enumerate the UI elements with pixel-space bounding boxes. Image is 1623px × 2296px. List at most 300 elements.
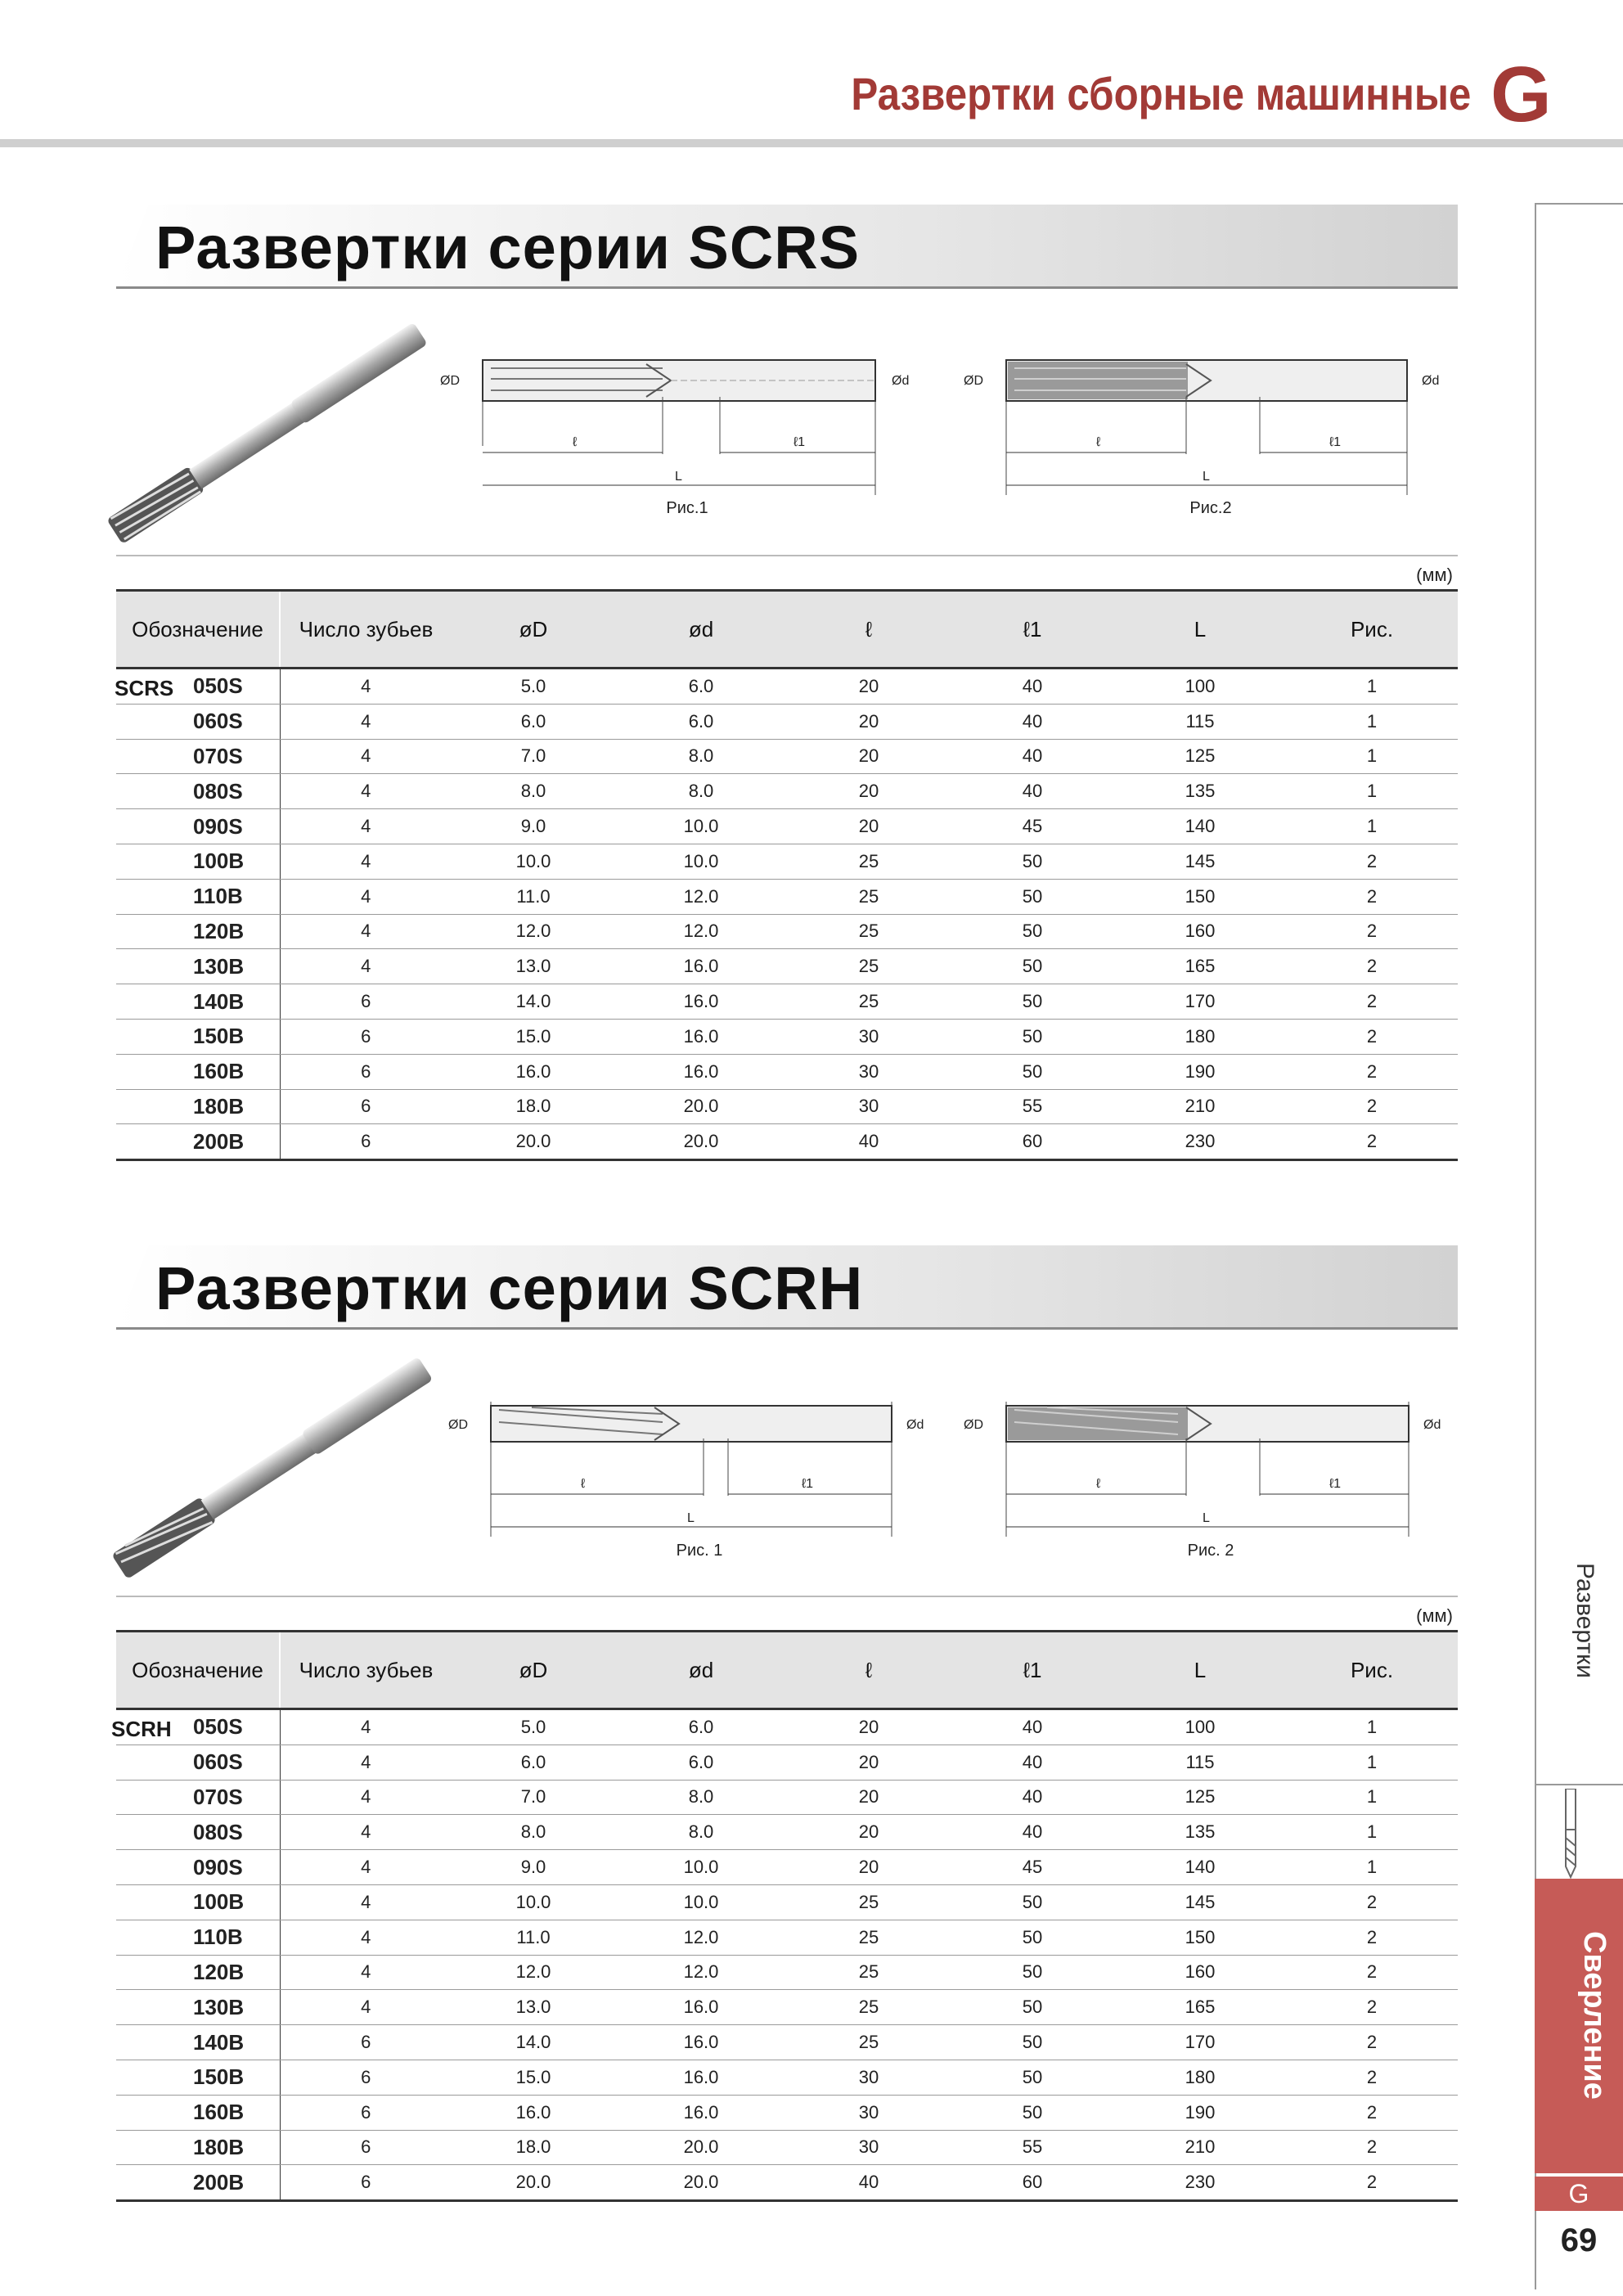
cell-value: 4: [280, 1709, 452, 1745]
cell-value: 25: [787, 1884, 951, 1920]
cell-value: 16.0: [615, 1019, 787, 1054]
table-row: [116, 2130, 1458, 2165]
cell-value: 20: [787, 669, 951, 705]
section-title: Развертки серии SCRH: [155, 1254, 864, 1322]
cell-value: 1: [1286, 739, 1458, 774]
cell-value: 4: [280, 809, 452, 844]
cell-value: 10.0: [452, 844, 615, 879]
cell-value: 40: [951, 1815, 1114, 1850]
cell-value: 6.0: [615, 704, 787, 739]
cell-designation: 140B: [116, 2025, 280, 2060]
page-number: 69: [1560, 2222, 1598, 2258]
cell-value: 2: [1286, 949, 1458, 984]
side-tab-top-line: [1535, 203, 1623, 205]
cell-value: 30: [787, 2095, 951, 2130]
cell-value: 18.0: [452, 2130, 615, 2165]
cell-value: 6: [280, 2095, 452, 2130]
col-header: Число зубьев: [280, 591, 452, 669]
table-row: [116, 1780, 1458, 1815]
cell-value: 40: [951, 669, 1114, 705]
cell-value: 160: [1114, 1955, 1286, 1990]
cell-value: 50: [951, 1884, 1114, 1920]
dim-dia-big: ØD: [964, 1418, 983, 1432]
cell-value: 16.0: [452, 2095, 615, 2130]
cell-value: 6.0: [452, 704, 615, 739]
cell-value: 10.0: [615, 1884, 787, 1920]
cell-value: 170: [1114, 984, 1286, 1020]
cell-value: 50: [951, 1019, 1114, 1054]
cell-value: 20: [787, 1780, 951, 1815]
col-header: Обозначение: [116, 591, 280, 669]
figure-caption-2: Рис. 2: [1187, 1542, 1234, 1560]
col-header: L: [1114, 591, 1286, 669]
cell-value: 135: [1114, 1815, 1286, 1850]
dim-dia-small: Ød: [906, 1418, 924, 1432]
cell-value: 6: [280, 2130, 452, 2165]
section-separator: [116, 1596, 1458, 1597]
cell-designation: 150B: [116, 2060, 280, 2095]
cell-value: 50: [951, 2025, 1114, 2060]
cell-designation: 180B: [116, 2130, 280, 2165]
col-header: øD: [452, 1632, 615, 1709]
cell-value: 6.0: [452, 1745, 615, 1780]
cell-value: 50: [951, 844, 1114, 879]
cell-value: 4: [280, 844, 452, 879]
cell-value: 20: [787, 809, 951, 844]
cell-value: 40: [787, 1124, 951, 1160]
cell-value: 50: [951, 879, 1114, 914]
col-header: ℓ: [787, 1632, 951, 1709]
dim-L: L: [675, 470, 682, 484]
dim-dia-small: Ød: [1423, 1418, 1441, 1432]
cell-designation: 120B: [116, 914, 280, 949]
table-row: [116, 1884, 1458, 1920]
col-header: Обозначение: [116, 1632, 280, 1709]
cell-value: 2: [1286, 2060, 1458, 2095]
cell-designation: 160B: [116, 1054, 280, 1089]
table-row: [116, 2165, 1458, 2201]
cell-value: 15.0: [452, 1019, 615, 1054]
col-header: L: [1114, 1632, 1286, 1709]
cell-value: 60: [951, 2165, 1114, 2201]
cell-value: 40: [951, 1780, 1114, 1815]
spec-table-scrs: [116, 589, 1458, 1161]
table-row: [116, 669, 1458, 705]
cell-value: 10.0: [615, 844, 787, 879]
cell-value: 4: [280, 739, 452, 774]
cell-value: 190: [1114, 2095, 1286, 2130]
cell-value: 230: [1114, 2165, 1286, 2201]
cell-value: 210: [1114, 2130, 1286, 2165]
cell-value: 50: [951, 1990, 1114, 2025]
cell-value: 12.0: [615, 1920, 787, 1955]
cell-designation: 120B: [116, 1955, 280, 1990]
table-row: [116, 2025, 1458, 2060]
col-header: Рис.: [1286, 1632, 1458, 1709]
cell-value: 20.0: [615, 2165, 787, 2201]
cell-value: 6: [280, 984, 452, 1020]
cell-value: 20: [787, 1815, 951, 1850]
cell-designation: 110B: [116, 879, 280, 914]
cell-value: 150: [1114, 879, 1286, 914]
table-row: [116, 1815, 1458, 1850]
cell-value: 20.0: [452, 1124, 615, 1160]
dim-l: ℓ: [1096, 435, 1101, 449]
cell-value: 16.0: [615, 1990, 787, 2025]
cell-value: 2: [1286, 1089, 1458, 1124]
series-label: SCRH: [111, 1717, 172, 1741]
cell-value: 2: [1286, 1019, 1458, 1054]
col-header: Число зубьев: [280, 1632, 452, 1709]
cell-designation: 070S: [116, 739, 280, 774]
cell-value: 20: [787, 1745, 951, 1780]
unit-label: (мм): [1416, 1605, 1453, 1626]
dim-L: L: [687, 1511, 695, 1525]
table-row: [116, 1054, 1458, 1089]
cell-value: 20: [787, 774, 951, 809]
cell-designation: 090S: [116, 1850, 280, 1885]
cell-value: 12.0: [615, 914, 787, 949]
figure-caption-1: Рис.1: [666, 499, 708, 517]
cell-value: 210: [1114, 1089, 1286, 1124]
dim-l: ℓ: [573, 435, 578, 449]
section-banner-scrh: [116, 1245, 1458, 1330]
technical-drawing-fig1: [434, 348, 941, 511]
cell-value: 11.0: [452, 1920, 615, 1955]
cell-value: 5.0: [452, 1709, 615, 1745]
cell-value: 25: [787, 1990, 951, 2025]
side-tab-letter: G: [1535, 2177, 1623, 2211]
cell-designation: 050S: [116, 1709, 280, 1745]
cell-value: 1: [1286, 1709, 1458, 1745]
cell-value: 115: [1114, 704, 1286, 739]
cell-value: 45: [951, 809, 1114, 844]
cell-value: 20: [787, 704, 951, 739]
cell-value: 50: [951, 914, 1114, 949]
cell-value: 8.0: [452, 1815, 615, 1850]
table-row: [116, 984, 1458, 1020]
cell-value: 145: [1114, 844, 1286, 879]
dim-dia-small: Ød: [892, 374, 910, 388]
cell-value: 165: [1114, 1990, 1286, 2025]
cell-designation: 080S: [116, 1815, 280, 1850]
cell-designation: 080S: [116, 774, 280, 809]
cell-value: 10.0: [615, 809, 787, 844]
cell-value: 1: [1286, 669, 1458, 705]
cell-value: 100: [1114, 1709, 1286, 1745]
cell-value: 6.0: [615, 669, 787, 705]
cell-value: 4: [280, 1850, 452, 1885]
cell-value: 2: [1286, 1124, 1458, 1160]
cell-designation: 100B: [116, 1884, 280, 1920]
cell-value: 20: [787, 739, 951, 774]
table-row: [116, 1019, 1458, 1054]
cell-value: 8.0: [452, 774, 615, 809]
cell-value: 7.0: [452, 739, 615, 774]
cell-designation: 160B: [116, 2095, 280, 2130]
cell-value: 25: [787, 879, 951, 914]
reamer-product-photo: [106, 1358, 450, 1579]
cell-value: 2: [1286, 1920, 1458, 1955]
cell-value: 20.0: [615, 1089, 787, 1124]
cell-value: 4: [280, 1815, 452, 1850]
cell-value: 4: [280, 704, 452, 739]
cell-value: 2: [1286, 2025, 1458, 2060]
cell-value: 20.0: [452, 2165, 615, 2201]
col-header: ℓ1: [951, 1632, 1114, 1709]
cell-value: 150: [1114, 1920, 1286, 1955]
cell-value: 55: [951, 2130, 1114, 2165]
cell-value: 10.0: [452, 1884, 615, 1920]
cell-designation: 130B: [116, 949, 280, 984]
table-row: [116, 1745, 1458, 1780]
cell-value: 20.0: [615, 2130, 787, 2165]
cell-value: 230: [1114, 1124, 1286, 1160]
cell-value: 11.0: [452, 879, 615, 914]
cell-value: 16.0: [452, 1054, 615, 1089]
cell-value: 25: [787, 949, 951, 984]
cell-value: 145: [1114, 1884, 1286, 1920]
cell-value: 4: [280, 1955, 452, 1990]
cell-value: 25: [787, 984, 951, 1020]
cell-designation: 180B: [116, 1089, 280, 1124]
cell-value: 1: [1286, 1780, 1458, 1815]
cell-value: 135: [1114, 774, 1286, 809]
side-tab-active-label: Сверление: [1577, 1931, 1612, 2100]
table-row: [116, 739, 1458, 774]
cell-value: 4: [280, 774, 452, 809]
cell-designation: 130B: [116, 1990, 280, 2025]
cell-value: 2: [1286, 844, 1458, 879]
dim-L: L: [1203, 1511, 1210, 1525]
cell-value: 55: [951, 1089, 1114, 1124]
cell-value: 180: [1114, 2060, 1286, 2095]
table-row: [116, 879, 1458, 914]
banner-corner: [116, 205, 149, 286]
cell-designation: 140B: [116, 984, 280, 1020]
cell-value: 2: [1286, 914, 1458, 949]
cell-value: 12.0: [452, 1955, 615, 1990]
dim-l1: ℓ1: [1329, 1477, 1342, 1491]
cell-value: 40: [951, 1745, 1114, 1780]
cell-value: 4: [280, 1920, 452, 1955]
cell-designation: 050S: [116, 669, 280, 705]
table-row: [116, 1990, 1458, 2025]
table-row: [116, 1709, 1458, 1745]
cell-value: 6.0: [615, 1745, 787, 1780]
cell-value: 30: [787, 2130, 951, 2165]
dim-dia-big: ØD: [440, 374, 460, 388]
section-separator: [116, 555, 1458, 556]
cell-value: 4: [280, 879, 452, 914]
cell-value: 50: [951, 949, 1114, 984]
table-row: [116, 2095, 1458, 2130]
cell-value: 6: [280, 2060, 452, 2095]
cell-designation: 060S: [116, 704, 280, 739]
cell-value: 25: [787, 1955, 951, 1990]
cell-value: 25: [787, 1920, 951, 1955]
cell-value: 165: [1114, 949, 1286, 984]
cell-value: 30: [787, 1054, 951, 1089]
cell-value: 4: [280, 949, 452, 984]
table-row: [116, 2060, 1458, 2095]
cell-value: 1: [1286, 1815, 1458, 1850]
cell-value: 4: [280, 1990, 452, 2025]
cell-value: 1: [1286, 1850, 1458, 1885]
cell-value: 190: [1114, 1054, 1286, 1089]
cell-value: 25: [787, 844, 951, 879]
cell-value: 16.0: [615, 984, 787, 1020]
spec-table-scrh: [116, 1630, 1458, 2202]
cell-value: 8.0: [615, 774, 787, 809]
cell-value: 30: [787, 2060, 951, 2095]
table-row: [116, 1089, 1458, 1124]
cell-value: 18.0: [452, 1089, 615, 1124]
cell-value: 8.0: [615, 1815, 787, 1850]
cell-value: 40: [951, 739, 1114, 774]
cell-value: 4: [280, 1884, 452, 1920]
cell-value: 4: [280, 669, 452, 705]
section-banner-scrs: [116, 205, 1458, 289]
cell-value: 25: [787, 914, 951, 949]
cell-value: 14.0: [452, 984, 615, 1020]
cell-value: 25: [787, 2025, 951, 2060]
cell-value: 40: [951, 704, 1114, 739]
cell-value: 2: [1286, 2095, 1458, 2130]
cell-value: 40: [787, 2165, 951, 2201]
cell-designation: 200B: [116, 2165, 280, 2201]
table-row: [116, 844, 1458, 879]
cell-value: 5.0: [452, 669, 615, 705]
cell-designation: 150B: [116, 1019, 280, 1054]
cell-value: 16.0: [615, 2095, 787, 2130]
table-row: [116, 809, 1458, 844]
dim-dia-big: ØD: [964, 374, 983, 388]
cell-value: 50: [951, 2060, 1114, 2095]
cell-value: 2: [1286, 2130, 1458, 2165]
dim-l1: ℓ1: [1329, 435, 1342, 449]
cell-value: 45: [951, 1850, 1114, 1885]
cell-value: 170: [1114, 2025, 1286, 2060]
cell-value: 125: [1114, 1780, 1286, 1815]
cell-value: 12.0: [615, 879, 787, 914]
col-header: øD: [452, 591, 615, 669]
cell-value: 100: [1114, 669, 1286, 705]
cell-value: 50: [951, 1054, 1114, 1089]
cell-value: 50: [951, 984, 1114, 1020]
table-row: [116, 1850, 1458, 1885]
cell-value: 6: [280, 2025, 452, 2060]
dim-l: ℓ: [1096, 1477, 1101, 1491]
series-label: SCRS: [115, 676, 174, 700]
cell-value: 15.0: [452, 2060, 615, 2095]
cell-value: 9.0: [452, 809, 615, 844]
table-row: [116, 914, 1458, 949]
cell-value: 30: [787, 1089, 951, 1124]
cell-value: 6: [280, 1054, 452, 1089]
cell-value: 1: [1286, 809, 1458, 844]
cell-value: 125: [1114, 739, 1286, 774]
cell-value: 16.0: [615, 2025, 787, 2060]
cell-designation: 100B: [116, 844, 280, 879]
cell-value: 6: [280, 1019, 452, 1054]
dim-dia-big: ØD: [448, 1418, 468, 1432]
cell-value: 50: [951, 1920, 1114, 1955]
banner-corner: [116, 1245, 149, 1327]
cell-value: 6: [280, 1089, 452, 1124]
dim-dia-small: Ød: [1422, 374, 1440, 388]
figure-caption-1: Рис. 1: [676, 1542, 723, 1560]
cell-value: 16.0: [615, 1054, 787, 1089]
dim-l1: ℓ1: [794, 435, 806, 449]
cell-value: 20: [787, 1850, 951, 1885]
cell-value: 140: [1114, 809, 1286, 844]
cell-value: 6: [280, 1124, 452, 1160]
col-header: ℓ1: [951, 591, 1114, 669]
cell-value: 4: [280, 914, 452, 949]
col-header: Рис.: [1286, 591, 1458, 669]
cell-value: 1: [1286, 704, 1458, 739]
table-row: [116, 704, 1458, 739]
cell-value: 16.0: [615, 2060, 787, 2095]
technical-drawing-fig2: [957, 348, 1464, 511]
table-row: [116, 1955, 1458, 1990]
col-header: ℓ: [787, 591, 951, 669]
cell-value: 13.0: [452, 1990, 615, 2025]
table-row: [116, 949, 1458, 984]
cell-value: 20: [787, 1709, 951, 1745]
cell-value: 2: [1286, 1884, 1458, 1920]
cell-value: 30: [787, 1019, 951, 1054]
cell-value: 6.0: [615, 1709, 787, 1745]
cell-value: 4: [280, 1745, 452, 1780]
unit-label: (мм): [1416, 565, 1453, 585]
cell-value: 40: [951, 1709, 1114, 1745]
table-row: [116, 774, 1458, 809]
cell-value: 60: [951, 1124, 1114, 1160]
cell-value: 1: [1286, 774, 1458, 809]
cell-value: 40: [951, 774, 1114, 809]
cell-value: 16.0: [615, 949, 787, 984]
figure-caption-2: Рис.2: [1189, 499, 1232, 517]
cell-value: 13.0: [452, 949, 615, 984]
cell-designation: 110B: [116, 1920, 280, 1955]
drill-icon: [1554, 1789, 1587, 1879]
side-tab-category: Развертки: [1571, 1563, 1598, 1679]
cell-value: 50: [951, 1955, 1114, 1990]
dim-l: ℓ: [581, 1477, 586, 1491]
cell-value: 2: [1286, 984, 1458, 1020]
chapter-letter: G: [1490, 51, 1552, 138]
cell-value: 160: [1114, 914, 1286, 949]
cell-designation: 200B: [116, 1124, 280, 1160]
cell-value: 4: [280, 1780, 452, 1815]
cell-value: 12.0: [452, 914, 615, 949]
col-header: ød: [615, 1632, 787, 1709]
cell-value: 2: [1286, 1054, 1458, 1089]
cell-designation: 090S: [116, 809, 280, 844]
cell-value: 140: [1114, 1850, 1286, 1885]
table-row: [116, 1124, 1458, 1160]
technical-drawing-fig2: [957, 1389, 1464, 1553]
cell-value: 8.0: [615, 1780, 787, 1815]
cell-value: 50: [951, 2095, 1114, 2130]
cell-value: 8.0: [615, 739, 787, 774]
cell-value: 10.0: [615, 1850, 787, 1885]
cell-value: 2: [1286, 1990, 1458, 2025]
cell-value: 1: [1286, 1745, 1458, 1780]
cell-value: 12.0: [615, 1955, 787, 1990]
